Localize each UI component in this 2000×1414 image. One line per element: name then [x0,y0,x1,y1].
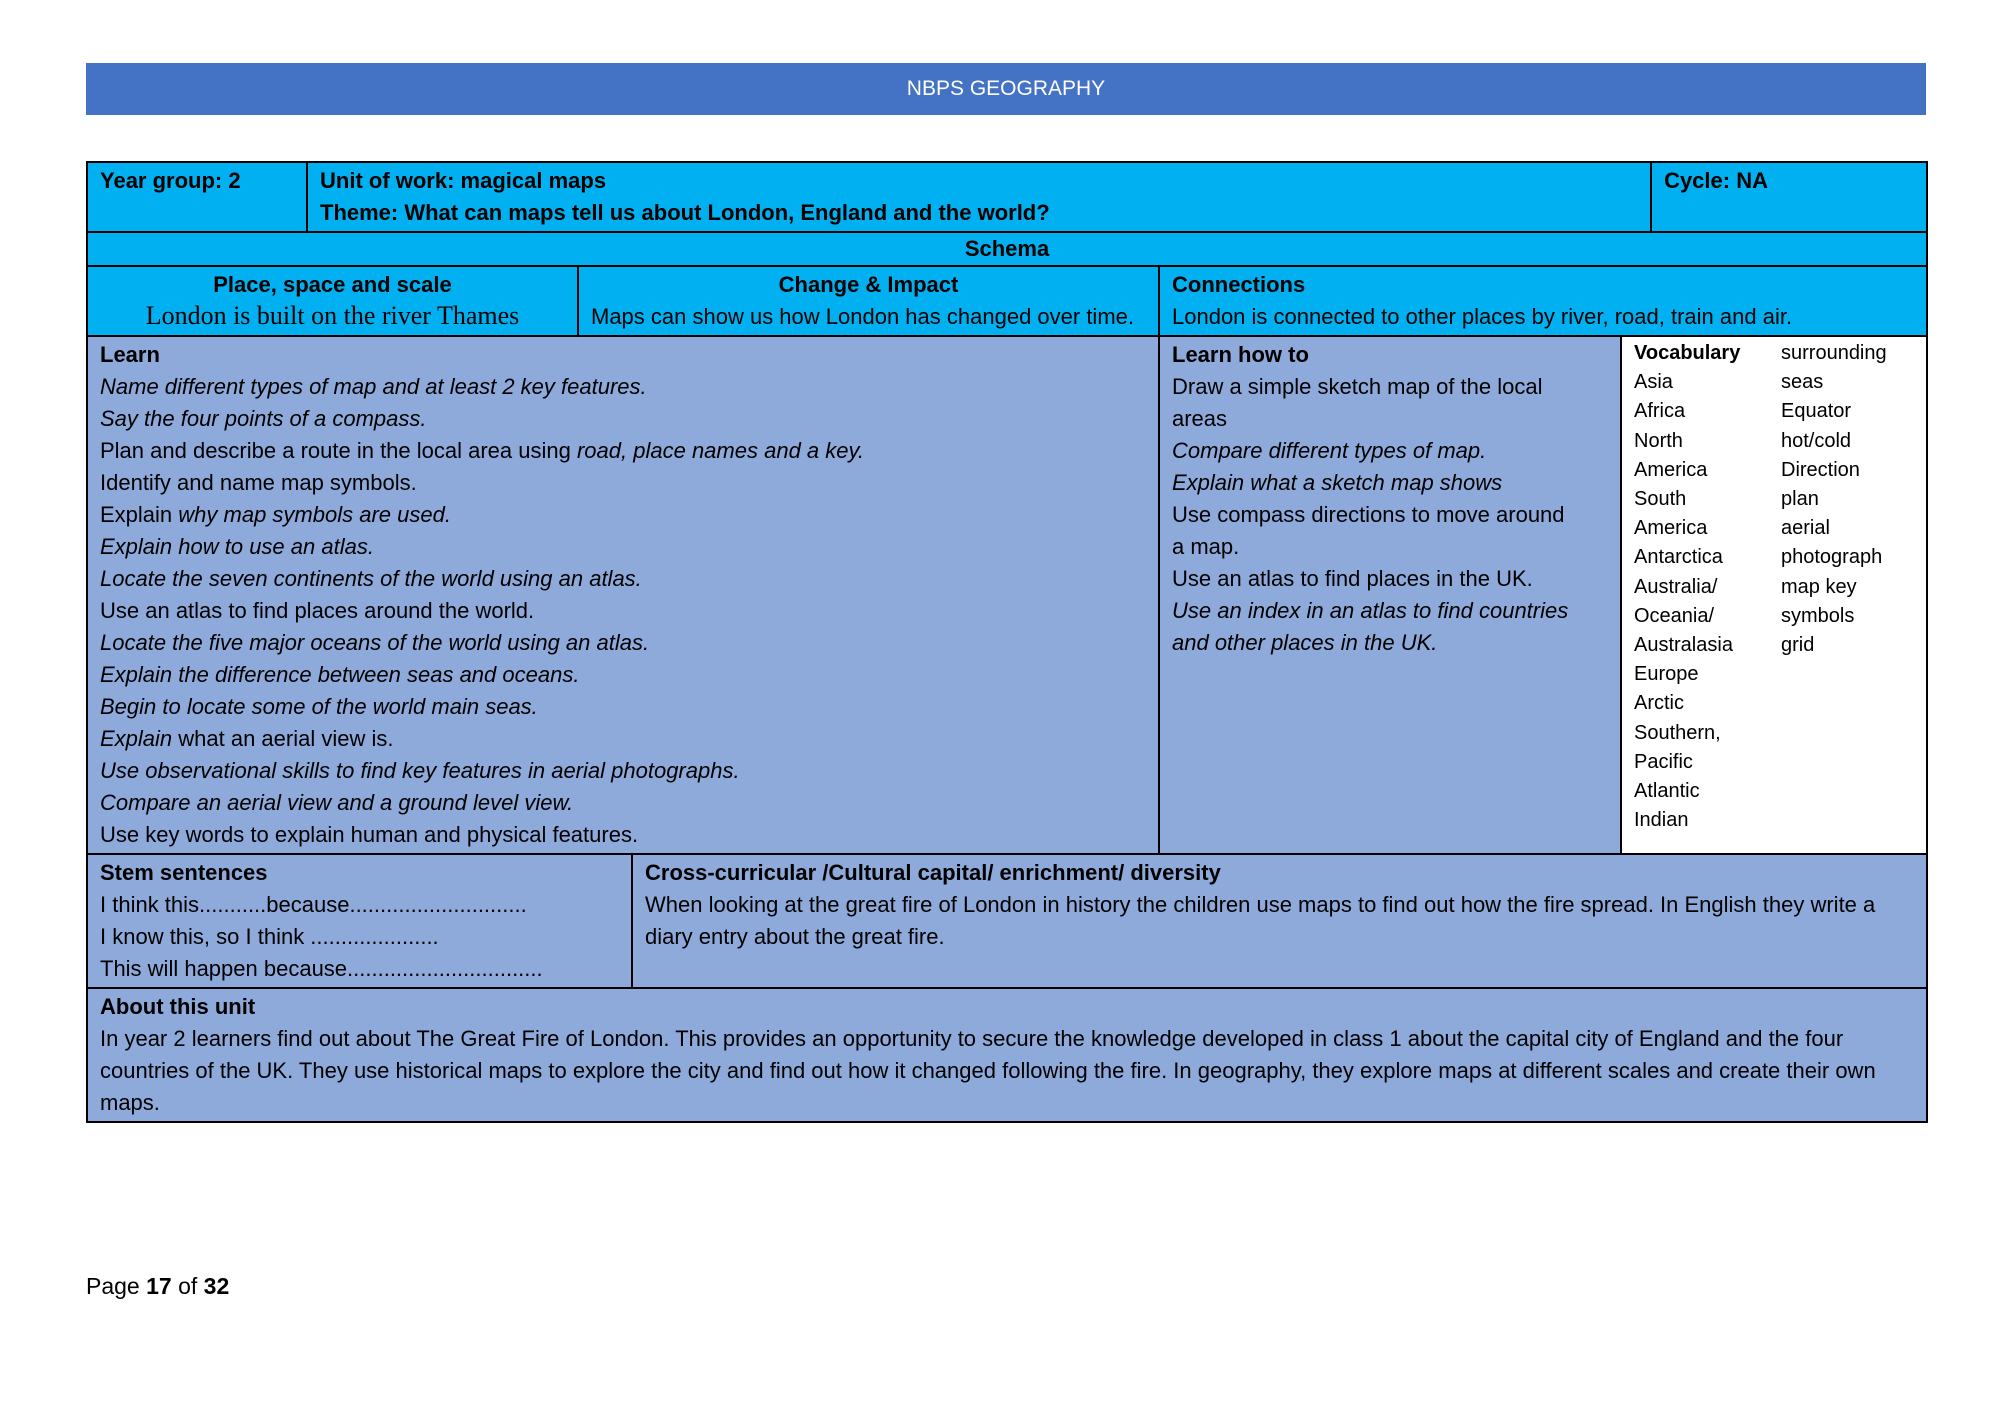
page-footer [86,1273,229,1300]
learn-heading: Learn [100,342,160,367]
cycle-cell [1651,162,1927,232]
learn-how-heading: Learn how to [1172,342,1309,367]
change-text: Maps can show us how London has changed over time. [591,304,1134,329]
learn-item: Use an atlas to find places around the world. [100,598,535,623]
learn-item: Compare an aerial view and a ground level view. [100,790,574,815]
learn-item: Use key words to explain human and physical features. [100,822,639,847]
page-prefix: Page [86,1273,147,1299]
cycle: Cycle: NA [1664,168,1768,193]
vocabulary-heading: Vocabulary [1634,342,1741,364]
stem-row [87,854,1927,988]
vocab-word: Equator [1781,400,1852,423]
learn-cell [87,336,1159,854]
vocab-word: Australasia [1634,634,1733,657]
vocab-word: map key [1781,575,1857,598]
place-cell [87,266,578,336]
learn-how-cell [1159,336,1621,854]
about-cell [87,988,1927,1122]
vocab-word: symbols [1781,604,1855,627]
vocab-word: plan [1781,488,1819,511]
vocabulary-column-1 [1634,339,1781,835]
learn-item: Locate the seven continents of the world using an atlas. [100,566,642,591]
learn-item: Plan and describe a route in the local area using road, place names and a key. [100,438,864,463]
vocab-word: America [1634,458,1708,481]
connections-text: London is connected to other places by river, road, train and air. [1172,304,1793,329]
page-total: 32 [203,1273,230,1299]
change-cell [578,266,1159,336]
learn-item: Explain why map symbols are used. [100,502,451,527]
learn-item: Explain what an aerial view is. [100,726,394,751]
schema-detail-row [87,266,1927,336]
vocab-word: Pacific [1634,750,1693,773]
unit-plan-table [86,161,1928,1123]
vocab-word: Oceania/ [1634,604,1715,627]
learn-how-line: Use compass directions to move around [1172,502,1565,527]
vocab-word: Asia [1634,371,1673,394]
learn-how-line: and other places in the UK. [1172,630,1438,655]
vocab-word: seas [1781,371,1824,394]
vocab-word: South [1634,488,1687,511]
learn-item: Begin to locate some of the world main seas. [100,694,538,719]
header-banner [86,63,1926,115]
vocab-word: grid [1781,634,1815,657]
learn-item: Explain how to use an atlas. [100,534,374,559]
schema-row [87,232,1927,266]
vocab-word: North [1634,429,1683,452]
vocab-word: Atlantic [1634,780,1700,803]
stem-heading: Stem sentences [100,860,268,885]
vocab-word: Africa [1634,400,1686,423]
header-title: NBPS GEOGRAPHY [906,77,1106,100]
vocabulary-column-2 [1781,339,1914,835]
vocab-word: Indian [1634,809,1689,832]
connections-heading: Connections [1172,272,1306,297]
unit-cell [307,162,1651,232]
page-of: of [171,1273,204,1299]
unit-of-work: Unit of work: magical maps [320,168,607,193]
vocab-word: Direction [1781,458,1860,481]
learn-how-line: Use an index in an atlas to find countries [1172,598,1569,623]
year-group-cell [87,162,307,232]
learn-how-line: Explain what a sketch map shows [1172,470,1503,495]
learn-item: Identify and name map symbols. [100,470,417,495]
cross-text: When looking at the great fire of London in history the children use maps to find out how the fire spread. In English they write a diary entry about the great fire. [645,892,1876,949]
vocab-word: Antarctica [1634,546,1723,569]
top-row [87,162,1927,232]
schema-title: Schema [964,236,1050,261]
learn-item: Explain the difference between seas and oceans. [100,662,580,687]
year-group: Year group: 2 [100,168,241,193]
vocab-word: surrounding [1781,342,1887,364]
vocab-word: Australia/ [1634,575,1718,598]
learn-item: Say the four points of a compass. [100,406,427,431]
stem-line: This will happen because................................ [100,956,543,981]
connections-cell [1159,266,1927,336]
about-text: In year 2 learners find out about The Great Fire of London. This provides an opportunity to secure the knowledge developed in class 1 about the capital city of England and the four countries of the UK. They use historical maps to explore the city and find out how it changed following the fire. In geography, they explore maps at different scales and create their own maps. [100,1026,1876,1115]
cross-curricular-cell [632,854,1927,988]
learn-how-line: areas [1172,406,1228,431]
place-text: London is built on the river Thames [145,301,520,330]
learn-how-line: a map. [1172,534,1240,559]
vocab-word: Arctic [1634,692,1684,715]
vocab-word: Southern, [1634,721,1721,744]
stem-line: I think this...........because............................. [100,892,527,917]
unit-theme: Theme: What can maps tell us about London, England and the world? [320,200,1050,225]
schema-title-cell [87,232,1927,266]
about-heading: About this unit [100,994,256,1019]
vocab-word: America [1634,517,1708,540]
learn-how-line: Compare different types of map. [1172,438,1487,463]
vocabulary-cell [1621,336,1927,854]
learn-item: Name different types of map and at least 2 key features. [100,374,647,399]
vocab-word: hot/cold [1781,429,1852,452]
learn-item: Use observational skills to find key features in aerial photographs. [100,758,740,783]
vocab-word: Europe [1634,663,1699,686]
place-heading: Place, space and scale [213,272,452,297]
learn-how-line: Use an atlas to find places in the UK. [1172,566,1533,591]
vocab-word: photograph [1781,546,1883,569]
learn-item: Locate the five major oceans of the world using an atlas. [100,630,650,655]
page-number: 17 [146,1273,172,1299]
vocab-word: aerial [1781,517,1830,540]
vocabulary-grid [1634,339,1914,835]
stem-cell [87,854,632,988]
change-heading: Change & Impact [778,272,959,297]
learn-how-line: Draw a simple sketch map of the local [1172,374,1543,399]
stem-line: I know this, so I think ..................... [100,924,439,949]
about-row [87,988,1927,1122]
learning-row [87,336,1927,854]
cross-heading: Cross-curricular /Cultural capital/ enrichment/ diversity [645,860,1221,885]
